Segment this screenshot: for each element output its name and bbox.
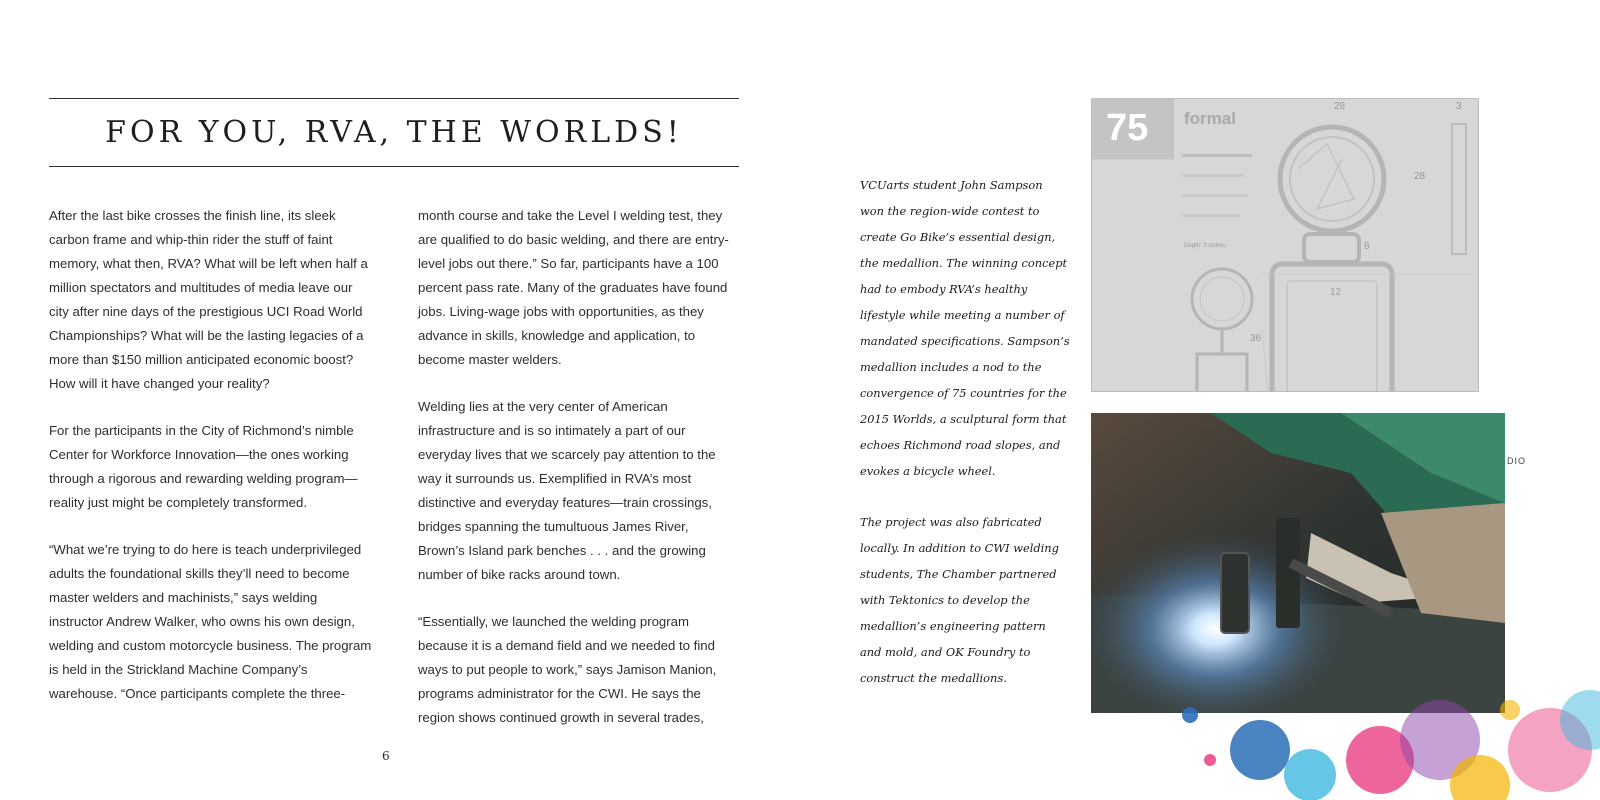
handwritten-caption <box>860 172 1070 716</box>
medallion-design-diagram <box>1091 98 1479 392</box>
welding-image <box>1091 413 1505 713</box>
watercolor-splash <box>1150 690 1600 800</box>
dimension-label: 28 <box>1414 171 1426 182</box>
body-column-right <box>418 204 738 753</box>
paragraph: “Essentially, we launched the welding program because it is a demand field and we needed to find ways to put people to work,” says Jamison Manion, programs administrator for the CWI. He says the region shows continued growth in several trades, <box>418 614 717 725</box>
title-top-rule <box>49 98 739 99</box>
depth-label: Depth: 3 inches <box>1184 243 1226 249</box>
dimension-label: 12 <box>1330 287 1342 298</box>
dimension-label: 8 <box>1364 241 1370 252</box>
paragraph: “What we’re trying to do here is teach underprivileged adults the foundational skills they’ll need to become master welders and machinists,” says welding instructor Andrew Walker, who owns his own design, welding and custom motorcycle business. The program is held in the Strickland Machine Company’s warehouse. “Once participants complete the three- <box>49 542 372 701</box>
dimension-label: 28 <box>1334 101 1346 112</box>
diagram-number: 75 <box>1106 107 1149 149</box>
diagram-heading: formal <box>1184 109 1236 128</box>
medallion-drawing <box>1092 99 1479 392</box>
body-column-left <box>49 204 374 729</box>
side-mark: DIO <box>1507 456 1527 466</box>
welding-photo <box>1091 413 1505 713</box>
handwritten-paragraph: VCUarts student John Sampson won the region-wide contest to create Go Bike’s essential design, the medallion. The winning concept had to embody RVA’s healthy lifestyle while meeting a number of mandated specifications. Sampson’s medallion includes a nod to the convergence of 75 countries for the 2015 Worlds, a sculptural form that echoes Richmond road slopes, and evokes a bicycle wheel. <box>860 178 1070 478</box>
dimension-label: 3 <box>1456 101 1462 112</box>
page-number: 6 <box>382 749 390 763</box>
page-title: FOR YOU, RVA, THE WORLDS! <box>105 115 683 150</box>
paragraph: For the participants in the City of Richmond’s nimble Center for Workforce Innovation—the ones working through a rigorous and rewarding welding program—reality just might be completely transformed. <box>49 423 358 510</box>
title-bottom-rule <box>49 166 739 167</box>
paragraph: Welding lies at the very center of American infrastructure and is so intimately a part of our everyday lives that we scarcely pay attention to the way it surrounds us. Exemplified in RVA’s most distinctive and everyday features—train crossings, bridges spanning the tumultuous James River, Brown’s Island park benches . . . and the growing number of bike racks around town. <box>418 399 716 582</box>
paragraph: After the last bike crosses the finish line, its sleek carbon frame and whip-thin rider the stuff of faint memory, what then, RVA? What will be left when half a million spectators and multitudes of media leave our city after nine days of the prestigious UCI Road World Championships? What will be the lasting legacies of a more than $150 million anticipated economic boost? How will it have changed your reality? <box>49 208 368 391</box>
paragraph: month course and take the Level I welding test, they are qualified to do basic welding, and there are entry-level jobs out there.” So far, participants have a 100 percent pass rate. Many of the graduates have found jobs. Living-wage jobs with opportunities, as they advance in skills, knowledge and application, to become master welders. <box>418 208 729 367</box>
dimension-label: 36 <box>1250 333 1262 344</box>
handwritten-paragraph: The project was also fabricated locally. In addition to CWI welding students, The Chamber partnered with Tektonics to develop the medallion’s engineering pattern and mold, and OK Foundry to construct the medallions. <box>860 515 1059 685</box>
